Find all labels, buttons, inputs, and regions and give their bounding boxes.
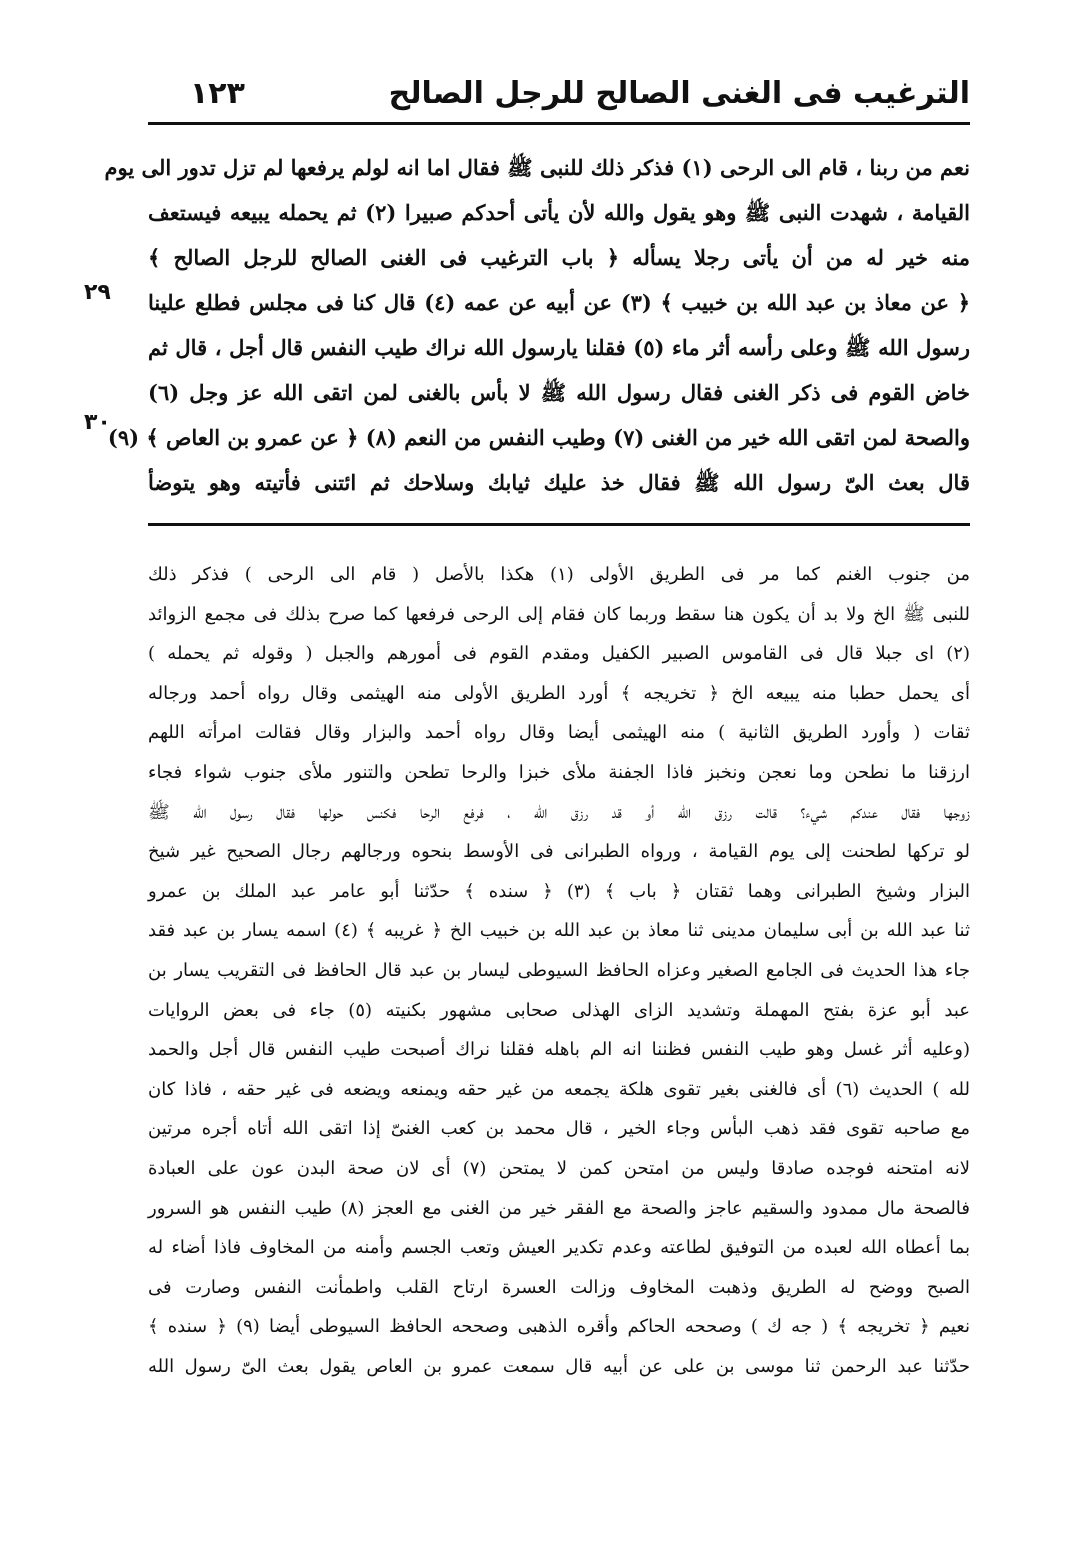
footnote-line: جاء هذا الحديث فى الجامع الصغير وعزاه الحافظ السيوطى ليسار بن عبد قال الحافظ فى التقريب يسار بن (148, 959, 971, 981)
footnote-line: بما أعطاه الله لعبده من التوفيق لطاعته وعدم تكدير العيش وتعب الجسم وأمنه من المخاوف فاذا أضاء له (148, 1237, 970, 1259)
header-rule (148, 122, 970, 125)
main-text (104, 145, 970, 505)
main-text-line: خاض القوم فى ذكر الغنى فقال رسول الله ﷺ لا بأس بالغنى لمن اتقى الله عز وجل (٦) (148, 380, 970, 405)
main-text-line: والصحة لمن اتقى الله خير من الغنى (٧) وطيب النفس من النعم (٨) ﴿ عن عمرو بن العاص ﴾ (٩) (107, 425, 970, 450)
footnote-line: أى يحمل حطبا منه يبيعه الخ ﴿ تخريجه ﴾ أورد الطريق الأولى منه الهيثمى وقال رواه أحمد ورجاله (148, 682, 970, 704)
footnote-line: زوجها فقال عندكم شيء؟ قالت رزق الله أو قد رزق الله ، فرفع الرحا فكنس حولها فقال رسول الله ﷺ (148, 801, 970, 823)
main-text-line: قال بعث الىّ رسول الله ﷺ فقال خذ عليك ثيابك وسلاحك ثم ائتنى فأتيته وهو يتوضأ (148, 470, 970, 495)
page-header (150, 70, 970, 120)
hadith-number-29: ٢٩ (84, 280, 111, 305)
footnote-line: لو تركها لطحنت إلى يوم القيامة ، ورواه الطبرانى فى الأوسط بنحوه ورجالهم رجال الصحيح غير شيخ (148, 841, 970, 863)
footnote-line: من جنوب الغنم كما مر فى الطريق الأولى (١) هكذا بالأصل ( قام الى الرحى ) فذكر ذلك (148, 564, 970, 585)
main-text-line: نعم من ربنا ، قام الى الرحى (١) فذكر ذلك للنبى ﷺ فقال اما انه لولم يرفعها لم تزل تدور الى يوم (104, 155, 970, 180)
footnote-line: عبد أبو عزة بفتح المهملة وتشديد الزاى الهذلى صحابى مشهور بكنيته (٥) جاء فى بعض الروايات (148, 999, 970, 1021)
main-text-line: منه خير له من أن يأتى رجلا يسأله ﴿ باب الترغيب فى الغنى الصالح للرجل الصالح ﴾ (148, 245, 970, 270)
footnote-line: حدّثنا عبد الرحمن ثنا موسى بن على عن أبيه قال سمعت عمرو بن العاص يقول بعث الىّ رسول الله (148, 1355, 970, 1377)
page-number: ١٢٣ (190, 76, 245, 111)
main-text-line: رسول الله ﷺ وعلى رأسه أثر ماء (٥) فقلنا يارسول الله نراك طيب النفس قال أجل ، قال ثم (148, 335, 970, 360)
footnote-line: (٢) اى جبلا قال فى القاموس الصبير الكفيل ومقدم القوم فى أمورهم والجبل ( وقوله ثم يحمله ) (148, 643, 970, 665)
main-text-line: ﴿ عن معاذ بن عبد الله بن خبيب ﴾ (٣) عن أبيه عن عمه (٤) قال كنا فى مجلس فطلع علينا (148, 290, 970, 315)
hadith-number-30: ٣٠ (84, 410, 111, 435)
footnote-line: للنبى ﷺ الخ ولا بد أن يكون هنا سقط وربما كان فقام إلى الرحى فرفعها كما صرح بذلك فى مجمع الزوائد (148, 603, 970, 625)
footnote-line: لانه امتحنه فوجده صادقا وليس من امتحن كمن لا يمتحن (٧) أى لان صحة البدن عون على العبادة (148, 1157, 970, 1179)
footnotes (148, 555, 970, 1386)
footnote-line: لله ) الحديث (٦) أى فالغنى بغير تقوى هلكة يجمعه من غير حقه ويمنعه ويضعه فى غير حقه ، فاذا كان (148, 1078, 970, 1100)
running-title: الترغيب فى الغنى الصالح للرجل الصالح (388, 76, 970, 111)
footnote-line: مع صاحبه تقوى فقد ذهب البأس وجاء الخير ، قال محمد بن كعب الغنىّ إذا اتقى الله أتاه أجره مرتين (148, 1118, 970, 1140)
footnote-line: فالصحة مال ممدود والسقيم عاجز والصحة مع الفقر خير من الغنى مع العجز (٨) طيب النفس هو السرور (148, 1197, 971, 1219)
footnote-line: ارزقنا ما نطحن وما نعجن ونخبز فاذا الجفنة ملأى خبزا والرحا تطحن والتنور ملأى جنوب شواء فجاء (148, 761, 970, 783)
footnote-line: البزار وشيخ الطبرانى وهما ثقتان ﴿ باب ﴾ (٣) ﴿ سنده ﴾ حدّثنا أبو عامر عبد الملك بن عمرو (148, 880, 970, 902)
main-text-line: القيامة ، شهدت النبى ﷺ وهو يقول والله لأن يأتى أحدكم صبيرا (٢) ثم يحمله يبيعه فيستعف (148, 200, 970, 225)
footnote-line: ثنا عبد الله بن أبى سليمان مدينى ثنا معاذ بن عبد الله بن خبيب الخ ﴿ غريبه ﴾ (٤) اسمه يسار بن عبد فقد (148, 920, 970, 942)
footnote-line: نعيم ﴿ تخريجه ﴾ ( جه ك ) وصححه الحاكم وأقره الذهبى وصححه الحافظ السيوطى أيضا (٩) ﴿ سنده ﴾ (148, 1316, 971, 1338)
footnote-line: ثقات ( وأورد الطريق الثانية ) منه الهيثمى أيضا وقال رواه أحمد والبزار وقال فقالت امرأته اللهم (148, 722, 970, 744)
footnote-line: الصبح ووضح له الطريق وذهبت المخاوف وزالت العسرة ارتاح القلب واطمأنت النفس وصارت فى (148, 1276, 970, 1298)
footnote-line: (وعليه أثر غسل وهو طيب النفس فظننا انه الم باهله فقلنا نراك أصبحت طيب النفس قال أجل والحمد (148, 1039, 970, 1061)
footnote-separator (148, 523, 970, 526)
